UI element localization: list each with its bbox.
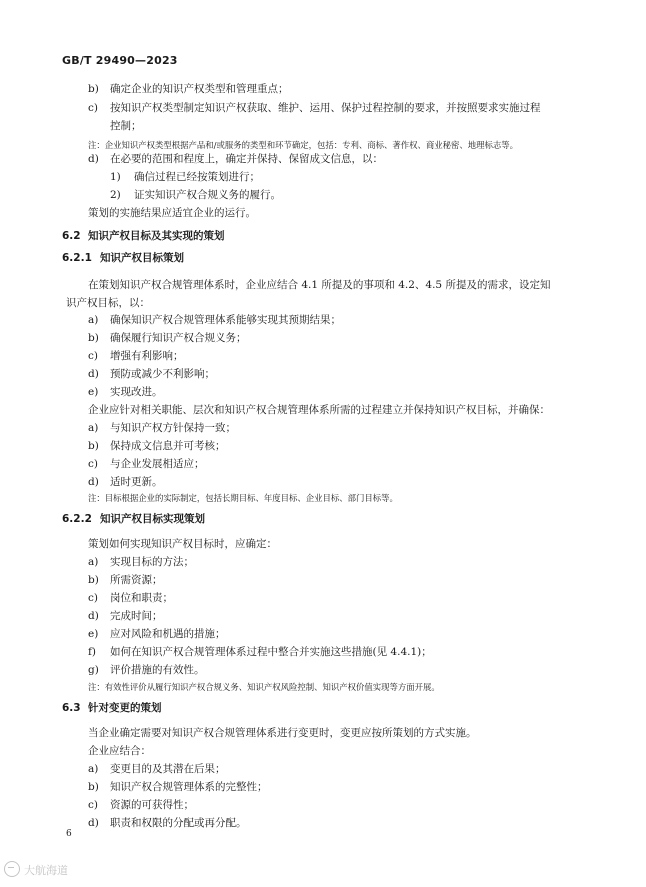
list-item: [88, 152, 383, 166]
item-label: d): [88, 476, 99, 488]
paragraph: 策划的实施结果应适宜企业的运行。: [88, 207, 256, 219]
section-title: 知识产权目标策划: [100, 252, 184, 264]
section-title: 知识产权目标实现策划: [100, 513, 205, 525]
item-label: b): [88, 781, 99, 793]
watermark: [4, 861, 68, 878]
list-item: [88, 645, 432, 659]
list-item: [88, 331, 247, 345]
list-item: [88, 609, 163, 623]
section-heading: [62, 512, 205, 526]
item-text: 岗位和职责；: [110, 592, 173, 604]
list-item: [88, 385, 163, 399]
item-text: 按知识产权类型制定知识产权获取、维护、运用、保护过程控制的要求，并按照要求实施过程: [110, 102, 541, 114]
item-label: 2): [110, 189, 121, 201]
paragraph: 企业应结合：: [88, 745, 151, 757]
page-number: 6: [66, 829, 72, 839]
paragraph-continuation: 识产权目标，以：: [66, 297, 150, 309]
section-title: 知识产权目标及其实现的策划: [88, 230, 225, 242]
item-text: 变更目的及其潜在后果；: [110, 763, 226, 775]
item-label: b): [88, 574, 99, 586]
note: 注：企业知识产权类型根据产品和/或服务的类型和环节确定，包括：专利、商标、著作权、商业秘密、地理标志等。: [88, 140, 518, 150]
note: 注：目标根据企业的实际制定，包括长期目标、年度目标、企业目标、部门目标等。: [88, 493, 398, 503]
list-item: [88, 313, 341, 327]
list-item: [88, 663, 205, 677]
item-label: 1): [110, 171, 121, 183]
item-text: 适时更新。: [110, 476, 163, 488]
list-item: [88, 367, 215, 381]
item-text: 所需资源；: [110, 574, 163, 586]
item-label: a): [88, 556, 99, 568]
item-text: 如何在知识产权合规管理体系过程中整合并实施这些措施(见 4.4.1)；: [110, 646, 432, 658]
list-item: [88, 101, 541, 115]
list-item: [88, 591, 173, 605]
item-label: a): [88, 763, 99, 775]
item-text: 在必要的范围和程度上，确定并保持、保留成文信息，以：: [110, 153, 383, 165]
item-continuation: 控制；: [110, 120, 142, 132]
section-number: 6.2.2: [62, 513, 92, 525]
paragraph: 当企业确定需要对知识产权合规管理体系进行变更时，变更应按所策划的方式实施。: [88, 727, 477, 739]
standard-id: GB/T 29490—2023: [62, 54, 178, 67]
item-label: c): [88, 799, 98, 811]
item-text: 评价措施的有效性。: [110, 664, 205, 676]
item-label: b): [88, 440, 99, 452]
list-item: [88, 421, 236, 435]
item-label: f): [88, 646, 96, 658]
list-item: [88, 798, 194, 812]
item-text: 确定企业的知识产权类型和管理重点；: [110, 83, 289, 95]
item-text: 知识产权合规管理体系的完整性；: [110, 781, 268, 793]
item-text: 确保知识产权合规管理体系能够实现其预期结果；: [110, 314, 341, 326]
item-label: e): [88, 386, 99, 398]
item-text: 预防或减少不利影响；: [110, 368, 215, 380]
item-text: 完成时间；: [110, 610, 163, 622]
item-text: 实现目标的方法；: [110, 556, 194, 568]
watermark-logo-icon: [4, 861, 20, 877]
section-number: 6.3: [62, 702, 81, 714]
item-label: c): [88, 592, 98, 604]
section-heading: [62, 229, 225, 243]
item-label: c): [88, 102, 98, 114]
item-text: 应对风险和机遇的措施；: [110, 628, 226, 640]
item-text: 实现改进。: [110, 386, 163, 398]
item-text: 与企业发展相适应；: [110, 458, 205, 470]
item-text: 与知识产权方针保持一致；: [110, 422, 236, 434]
list-item: [88, 475, 163, 489]
section-number: 6.2.1: [62, 252, 92, 264]
list-item: [88, 780, 268, 794]
item-label: d): [88, 368, 99, 380]
list-item: [88, 82, 289, 96]
list-item: [88, 573, 163, 587]
list-item: [88, 457, 205, 471]
item-label: c): [88, 458, 98, 470]
section-number: 6.2: [62, 230, 81, 242]
sub-list-item: [110, 170, 260, 184]
section-heading: [62, 701, 162, 715]
section-title: 针对变更的策划: [88, 702, 162, 714]
item-text: 确保履行知识产权合规义务；: [110, 332, 247, 344]
list-item: [88, 762, 226, 776]
item-label: d): [88, 817, 99, 829]
item-text: 资源的可获得性；: [110, 799, 194, 811]
section-heading: [62, 251, 184, 265]
list-item: [88, 439, 226, 453]
item-label: g): [88, 664, 99, 676]
note: 注：有效性评价从履行知识产权合规义务、知识产权风险控制、知识产权价值实现等方面开展。: [88, 682, 440, 692]
item-text: 增强有利影响；: [110, 350, 184, 362]
list-item: [88, 555, 194, 569]
paragraph: 策划如何实现知识产权目标时，应确定：: [88, 538, 277, 550]
paragraph: 企业应针对相关职能、层次和知识产权合规管理体系所需的过程建立并保持知识产权目标，并确保：: [88, 404, 550, 416]
paragraph: 在策划知识产权合规管理体系时，企业应结合 4.1 所提及的事项和 4.2、4.5 所提及的需求，设定知: [88, 279, 551, 291]
item-label: b): [88, 83, 99, 95]
item-label: d): [88, 153, 99, 165]
list-item: [88, 627, 226, 641]
sub-list-item: [110, 188, 281, 202]
item-label: e): [88, 628, 99, 640]
watermark-text: 大航海道: [24, 864, 68, 877]
item-text: 证实知识产权合规义务的履行。: [134, 189, 281, 201]
item-label: a): [88, 314, 99, 326]
item-text: 职责和权限的分配或再分配。: [110, 817, 247, 829]
list-item: [88, 816, 247, 830]
item-label: d): [88, 610, 99, 622]
item-text: 确信过程已经按策划进行；: [134, 171, 260, 183]
item-label: b): [88, 332, 99, 344]
item-label: a): [88, 422, 99, 434]
list-item: [88, 349, 184, 363]
item-text: 保持成文信息并可考核；: [110, 440, 226, 452]
item-label: c): [88, 350, 98, 362]
